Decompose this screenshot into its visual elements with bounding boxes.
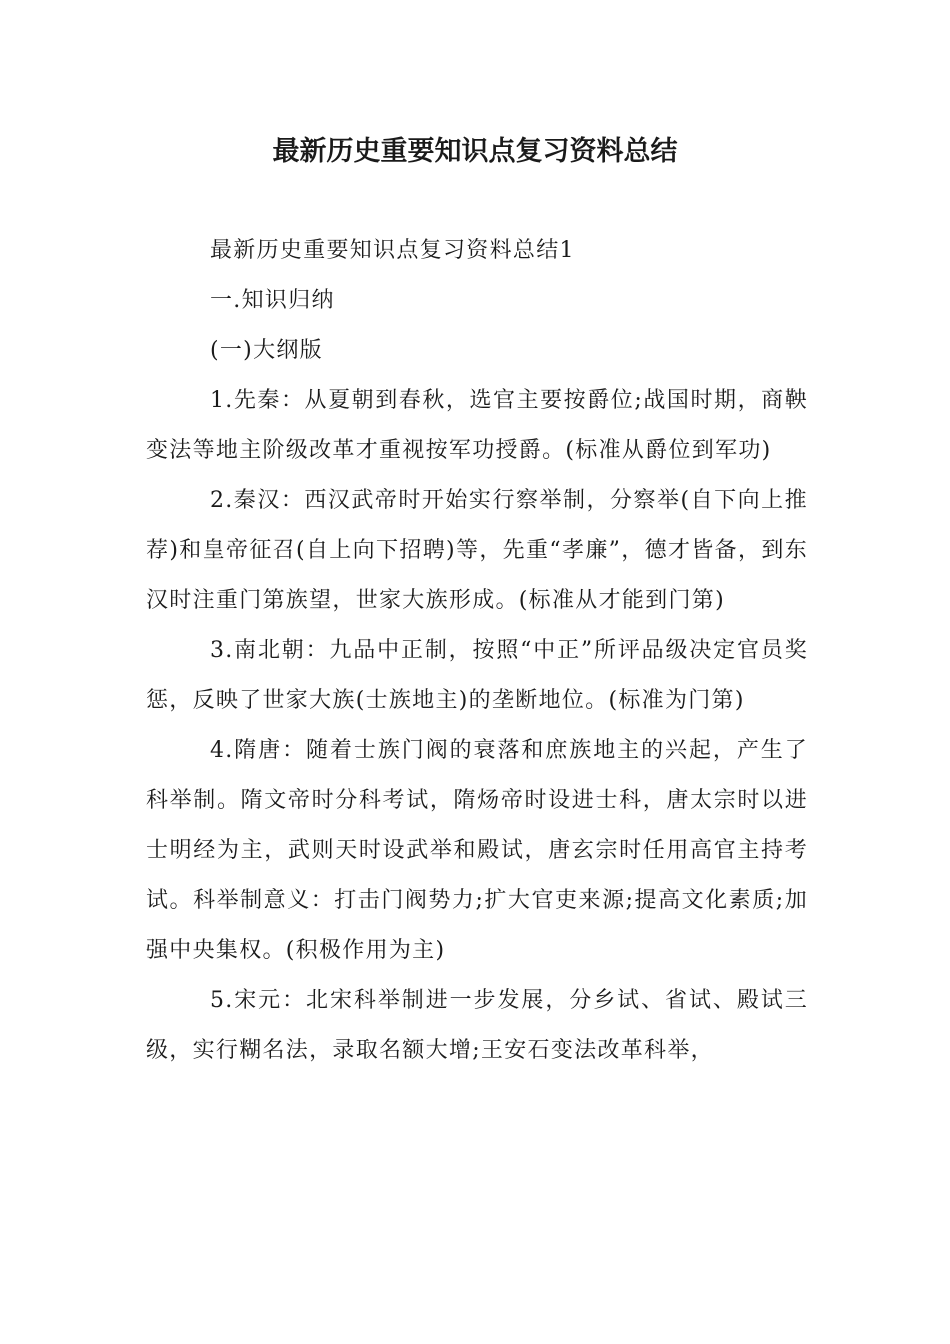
paragraph-songyuan: 5.宋元：北宋科举制进一步发展，分乡试、省试、殿试三级，实行糊名法，录取名额大增;王安石变法改革科举， — [146, 988, 808, 1063]
paragraph-nanbeichao: 3.南北朝：九品中正制，按照“中正”所评品级决定官员奖惩，反映了世家大族(士族地主)的垄断地位。(标准为门第) — [146, 638, 808, 713]
document-title: 最新历史重要知识点复习资料总结 — [272, 136, 678, 167]
paragraph-xianqin: 1.先秦：从夏朝到春秋，选官主要按爵位;战国时期，商鞅变法等地主阶级改革才重视按军功授爵。(标准从爵位到军功) — [146, 388, 808, 463]
paragraph-qinhan: 2.秦汉：西汉武帝时开始实行察举制，分察举(自下向上推荐)和皇帝征召(自上向下招聘)等，先重“孝廉”，德才皆备，到东汉时注重门第族望，世家大族形成。(标准从才能到门第) — [146, 488, 808, 613]
paragraph-subtitle: 最新历史重要知识点复习资料总结1 — [210, 238, 575, 263]
document-body — [146, 226, 808, 1076]
paragraph-section-heading: 一.知识归纳 — [210, 288, 335, 313]
paragraph-suitang: 4.隋唐：随着士族门阀的衰落和庶族地主的兴起，产生了科举制。隋文帝时分科考试，隋炀帝时设进士科，唐太宗时以进士明经为主，武则天时设武举和殿试，唐玄宗时任用高官主持考试。科举制意义：打击门阀势力;扩大官吏来源;提高文化素质;加强中央集权。(积极作用为主) — [146, 738, 808, 963]
paragraph-subsection-heading: (一)大纲版 — [210, 338, 323, 363]
